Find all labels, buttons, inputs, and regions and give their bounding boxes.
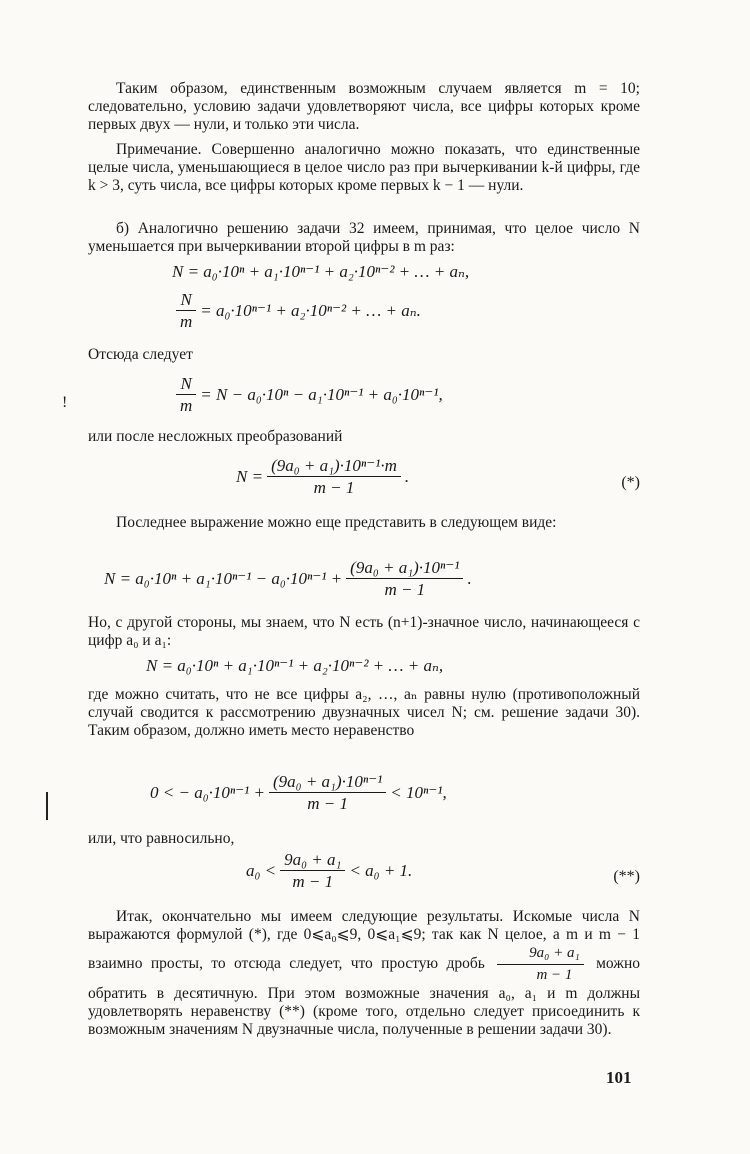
formula-tail: . [404,466,410,486]
formula-inequality [150,772,447,813]
fraction-numerator: (9a₀ + a₁)·10ⁿ⁻¹ [269,772,386,793]
fraction [267,456,401,497]
formula-N-over-m-2 [172,374,443,415]
fraction [269,772,386,813]
fraction [176,290,196,331]
fraction-numerator: (9a₀ + a₁)·10ⁿ⁻¹·m [267,456,401,477]
formula-N-digits: N = a₀·10ⁿ + a₁·10ⁿ⁻¹ + a₂·10ⁿ⁻² + … + aₙ, [146,656,444,675]
paragraph-final-results [88,908,640,1039]
paragraph-part-b: б) Аналогично решению задачи 32 имеем, принимая, что целое число N уменьшается при вычеркивании второй цифры в m раз: [88,220,640,255]
formula-tail: . [467,568,472,588]
fraction-numerator: N [176,374,195,395]
paragraph-hence: Отсюда следует [88,346,193,363]
formula-star [236,456,409,497]
inline-fraction [497,944,584,985]
formula-rhs: < 10ⁿ⁻¹, [390,782,447,802]
fraction-numerator: N [176,290,195,311]
paragraph-conclusion: Таким образом, единственным возможным случаем является m = 10; следовательно, условию задачи удовлетворяют числа, все цифры которых кроме первых двух — нули, и только эти числа. [88,80,640,133]
fraction-denominator: m [180,312,193,331]
paragraph-note: Примечание. Совершенно аналогично можно показать, что единственные целые числа, уменьшающиеся в целое число раз при вычеркивании k-й цифры, где k > 3, суть числа, все цифры которых кроме первых k − 1 — нули. [88,141,640,194]
formula-N-over-m [172,290,421,331]
fraction [176,374,196,415]
fraction-denominator: m − 1 [307,794,349,813]
fraction [346,558,463,599]
paragraph-equivalently: или, что равносильно, [88,830,235,847]
formula-N-expansion: N = a₀·10ⁿ + a₁·10ⁿ⁻¹ + a₂·10ⁿ⁻² + … + aₙ, [172,262,470,281]
formula-rhs: = a₀·10ⁿ⁻¹ + a₂·10ⁿ⁻² + … + aₙ. [200,300,421,320]
formula-lhs: N = [236,466,264,486]
paragraph-rewrite: Последнее выражение можно еще представить в следующем виде: [116,514,557,531]
fraction-denominator: m [180,396,193,415]
page-number: 101 [606,1068,632,1087]
final-text-start: Итак, окончательно мы имеем следующие результаты. Искомые числа N выражаются формулой (*), где 0⩽a₀⩽9, 0⩽a₁⩽9; так как N целое, а m и m − 1 взаимно просты, то отсюда следует, что простую дробь [88,908,640,973]
formula-double-star [246,850,412,891]
equation-label-star: (*) [621,474,640,491]
paragraph-after-transform: или после несложных преобразований [88,428,343,445]
formula-lhs: N = a₀·10ⁿ + a₁·10ⁿ⁻¹ − a₀·10ⁿ⁻¹ + [104,568,343,588]
fraction-denominator: m − 1 [313,478,355,497]
fraction-numerator: 9a₀ + a₁ [497,944,584,965]
formula-rhs: < a₀ + 1. [349,860,413,880]
paragraph-inequality-intro: где можно считать, что не все цифры a₂, …, aₙ равны нулю (противоположный случай сводится к рассмотрению двузначных чисел N; см. решение задачи 30). Таким образом, должно иметь место неравенство [88,686,640,739]
formula-lhs: a₀ < [246,860,277,880]
formula-lhs: 0 < − a₀·10ⁿ⁻¹ + [150,782,265,802]
fraction-numerator: 9a₀ + a₁ [280,850,345,871]
formula-rhs: = N − a₀·10ⁿ − a₁·10ⁿ⁻¹ + a₀·10ⁿ⁻¹, [200,384,443,404]
fraction [280,850,345,891]
paragraph-other-side: Но, с другой стороны, мы знаем, что N есть (n+1)-значное число, начинающееся с цифр a₀ и a₁: [88,614,640,649]
equation-label-double-star: (**) [613,868,640,885]
formula-N-rewritten [104,558,472,599]
fraction-denominator: m − 1 [536,967,573,983]
fraction-denominator: m − 1 [292,872,334,891]
final-text-end: можно обратить в десятичную. При этом возможные значения a₀, a₁ и m должны удовлетворять неравенству (**) (кроме того, отдельно следует присоединить к возможным значениям N двузначные числа, полученные в решении задачи 30). [88,955,641,1038]
fraction-numerator: (9a₀ + a₁)·10ⁿ⁻¹ [346,558,463,579]
fraction-denominator: m − 1 [384,580,426,599]
margin-bar [46,792,48,820]
margin-mark: ! [62,394,68,411]
